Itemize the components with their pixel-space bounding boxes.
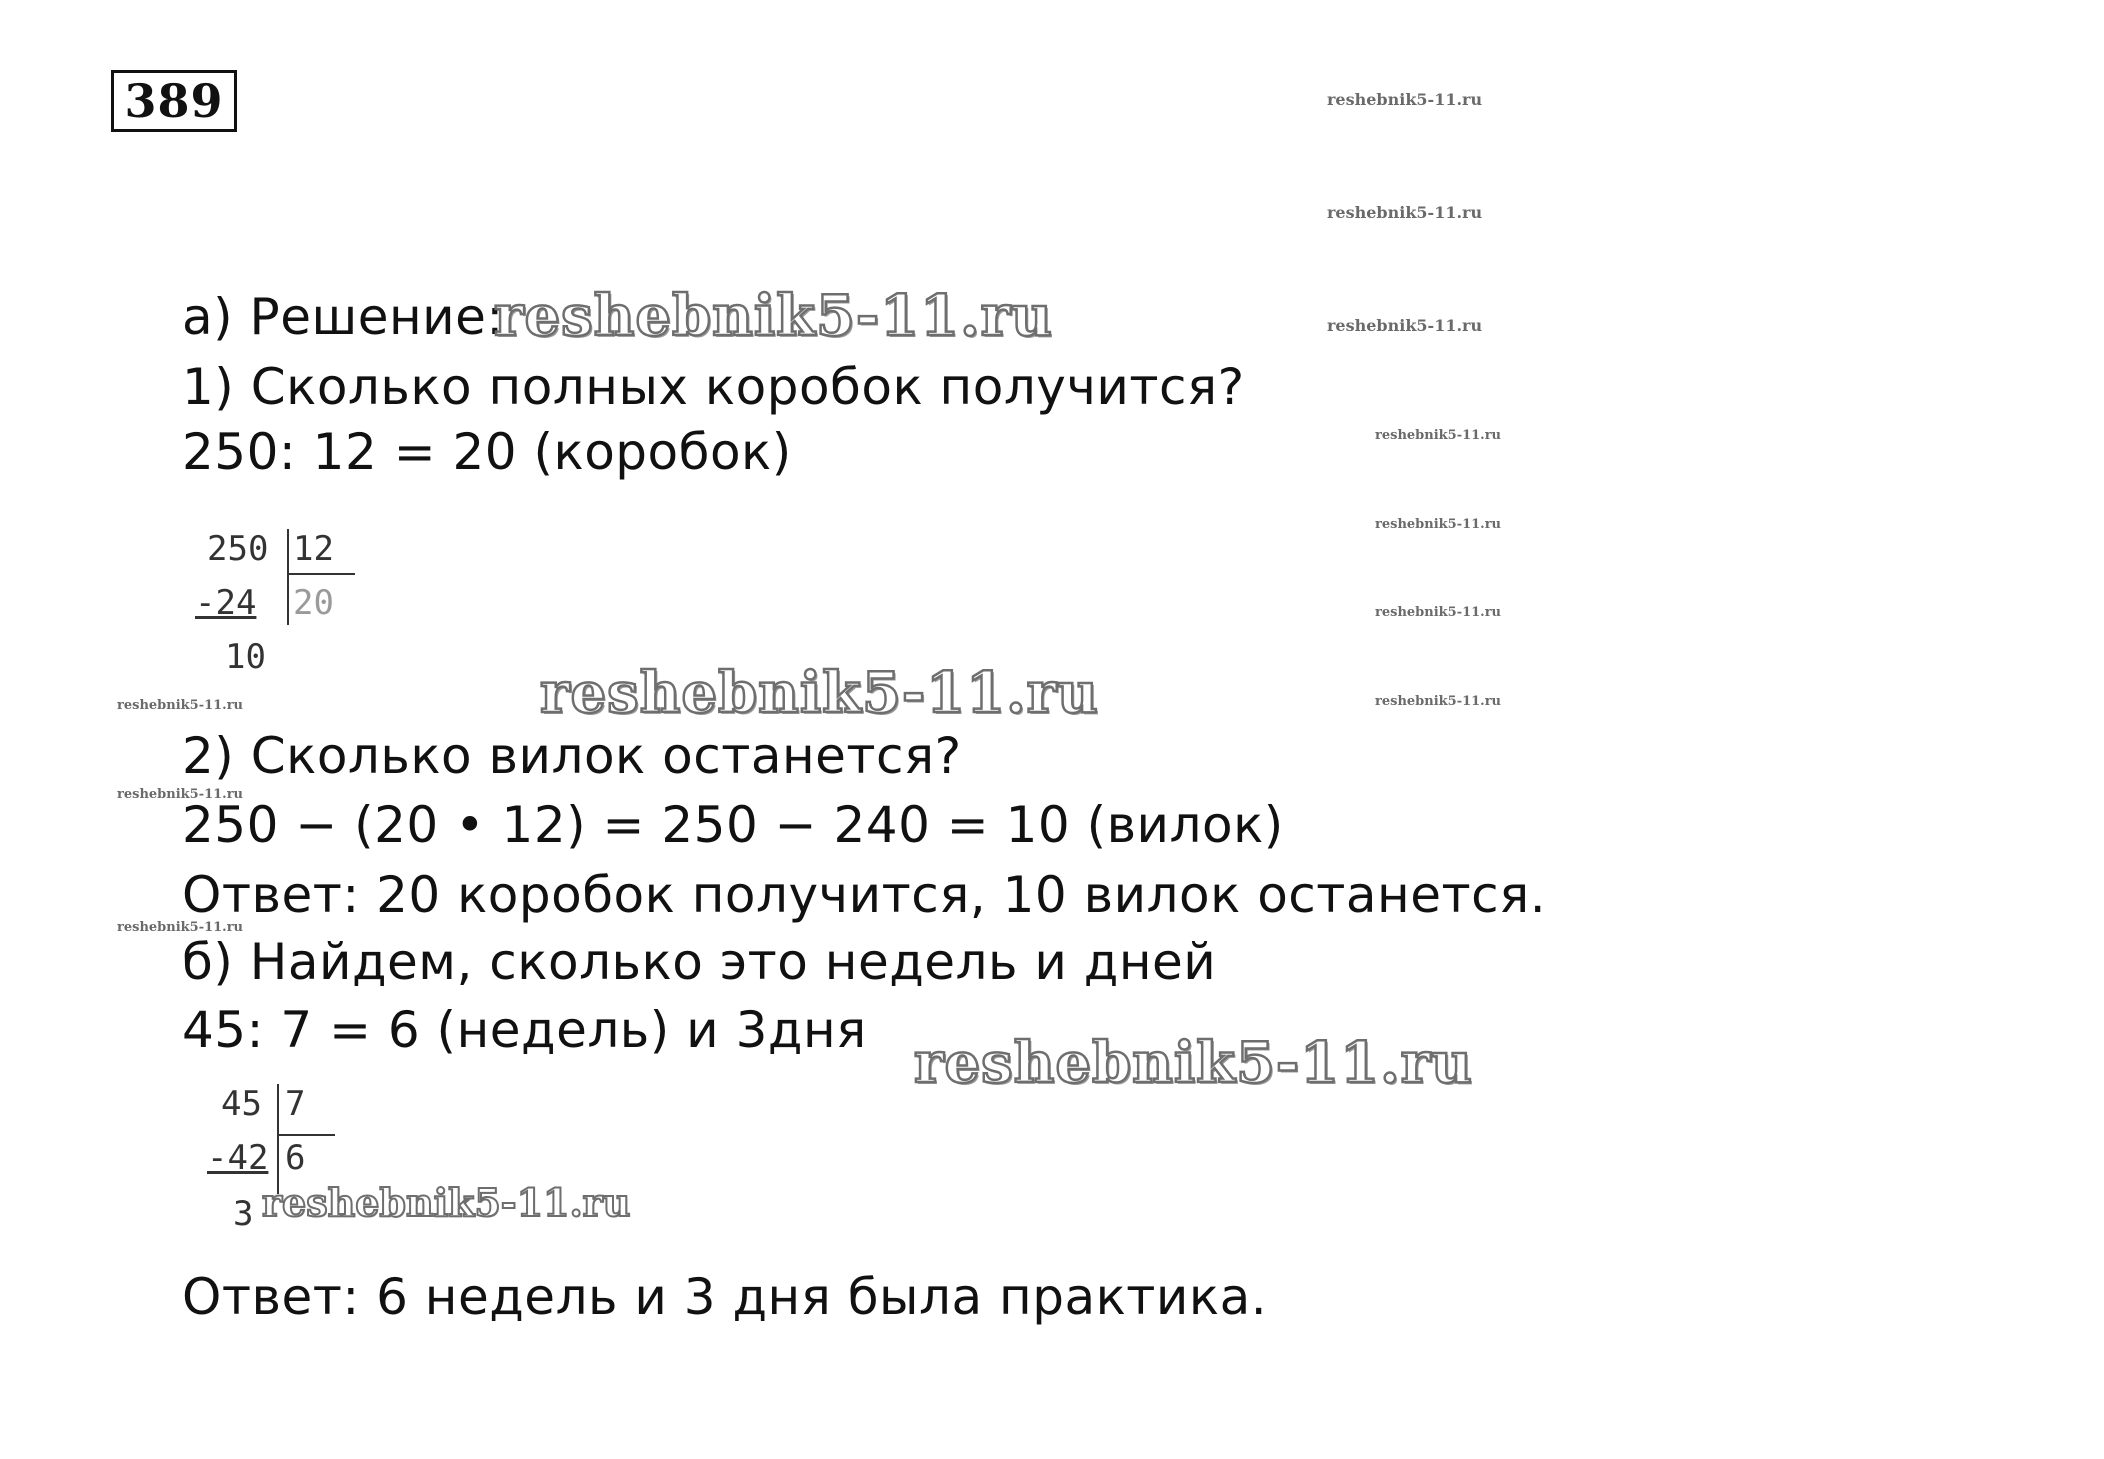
watermark-small: reshebnik5-11.ru: [1375, 517, 1502, 532]
division-bar: [287, 529, 289, 625]
part-b-answer: Ответ: 6 недель и 3 дня была практика.: [182, 1268, 1268, 1326]
part-b-equation-1: 45: 7 = 6 (недель) и 3дня: [182, 1001, 867, 1059]
watermark-large: reshebnik5-11.ru: [914, 1030, 1473, 1096]
problem-number: 389: [111, 70, 237, 132]
watermark-small: reshebnik5-11.ru: [117, 787, 244, 802]
division-subtract: -24: [195, 583, 257, 623]
watermark-medium: reshebnik5-11.ru: [262, 1180, 631, 1225]
watermark-small: reshebnik5-11.ru: [1375, 428, 1502, 443]
watermark-small: reshebnik5-11.ru: [117, 920, 244, 935]
division-bar: [287, 573, 355, 575]
division-divisor: 12: [293, 529, 334, 569]
part-b-heading: б) Найдем, сколько это недель и дней: [182, 933, 1217, 991]
division-remainder: 3: [233, 1194, 254, 1234]
division-bar: [277, 1084, 279, 1194]
part-a-question-2: 2) Сколько вилок останется?: [182, 727, 962, 785]
part-a-heading: а) Решение:: [182, 288, 504, 346]
watermark-large: reshebnik5-11.ru: [494, 283, 1053, 349]
division-dividend: 45: [221, 1084, 262, 1124]
part-a-answer: Ответ: 20 коробок получится, 10 вилок останется.: [182, 866, 1547, 924]
part-a-question-1: 1) Сколько полных коробок получится?: [182, 358, 1245, 416]
division-subtract: -42: [207, 1138, 269, 1178]
watermark-small: reshebnik5-11.ru: [117, 698, 244, 713]
watermark-small: reshebnik5-11.ru: [1327, 316, 1483, 335]
part-a-equation-1: 250: 12 = 20 (коробок): [182, 423, 792, 481]
division-remainder: 10: [225, 637, 266, 677]
watermark-small: reshebnik5-11.ru: [1327, 90, 1483, 109]
watermark-small: reshebnik5-11.ru: [1327, 203, 1483, 222]
part-a-equation-2: 250 − (20 • 12) = 250 − 240 = 10 (вилок): [182, 796, 1284, 854]
division-quotient: 20: [293, 583, 334, 623]
division-divisor: 7: [285, 1084, 306, 1124]
division-bar: [277, 1134, 335, 1136]
watermark-small: reshebnik5-11.ru: [1375, 605, 1502, 620]
watermark-small: reshebnik5-11.ru: [1375, 694, 1502, 709]
long-division-a: [195, 525, 375, 685]
watermark-large: reshebnik5-11.ru: [540, 660, 1099, 726]
division-dividend: 250: [207, 529, 269, 569]
division-quotient: 6: [285, 1138, 306, 1178]
